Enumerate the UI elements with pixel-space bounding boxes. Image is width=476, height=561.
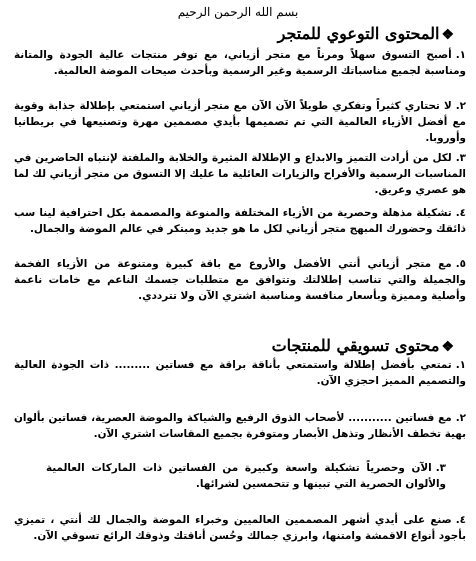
section-heading-text: المحتوى التوعوي للمتجر xyxy=(277,24,440,43)
item-number: ٥. xyxy=(455,258,466,270)
section-heading-awareness xyxy=(278,24,454,45)
item-text: لكل من أرادت التميز والابداع و الإطلالة المثيرة والخلابة والملفتة لإنتباه الحاضرين في المناسبات الرسمية والأفراح والزيارات العائلية ما عليك إلا التسوق من متجر أزياني لك لما هو عصري وعريق. xyxy=(14,152,466,196)
item-text: مع فساتين ........... لأصحاب الذوق الرفيع والشياكة والموضة العصرية، فساتين بألوان بهية تخطف الأنظار وتذهل الأبصار ومتوفرة بجميع المقاسات اشتري الآن. xyxy=(14,412,466,440)
list-item xyxy=(14,205,466,237)
list-item xyxy=(14,98,466,146)
list-item xyxy=(14,357,466,389)
item-number: ٢. xyxy=(455,412,466,424)
item-text: تشكيلة مذهلة وحصرية من الأزياء المختلفة والمنوعة والمصممة بكل احترافية لينا سب ذائقك وحضورك المبهج متجر أزياني لكل ما هو جديد ومبتكر في عالم الموضة والجمال. xyxy=(14,207,466,235)
list-item xyxy=(14,410,466,442)
diamond-bullet-icon: ❖ xyxy=(441,339,454,355)
item-text: أصبح التسوق سهلاً ومرناً مع متجر أزياني، مع توفر منتجات عالية الجودة والمتانة ومناسبة لجميع مناسباتك الرسمية وغير الرسمية وبأحدث صيحات الموضة العالمية. xyxy=(14,49,466,77)
list-item xyxy=(14,512,466,544)
item-number: ٣. xyxy=(435,462,446,474)
item-text: صنع على أيدي أشهر المصممين العالميين وخبراء الموضة والجمال لك أنتي ، تميزي بأجود أنواع الاقمشة وامتنها، وابرزي جمالك وحُسن أناقتك وذوقك الرائع تسوقي الآن. xyxy=(14,514,466,542)
item-text: لا تحتاري كثيراً وتفكري طويلاً الآن الآن مع متجر أزياني استمتعي بإطلالة جذابة وقوية مع أفضل الأزياء العالمية التي تم تصميمها بأيدي مصممين مهرة وتصنيعها في بريطانيا وأوروبا. xyxy=(14,100,466,144)
section-heading-marketing xyxy=(272,336,454,357)
basmala: بسم الله الرحمن الرحيم xyxy=(177,5,299,19)
list-item xyxy=(46,460,446,492)
item-number: ٢. xyxy=(455,100,466,112)
item-text: الآن وحصرياً تشكيلة واسعة وكبيرة من الفساتين ذات الماركات العالمية والألوان الحصرية التي تبينها و تتحمسين لشرائها. xyxy=(46,462,446,490)
item-text: تمتعي بأفضل إطلالة واستمتعي بأناقة براقة مع فساتين ......... ذات الجودة العالية والتصميم المميز احجزي الآن. xyxy=(14,359,466,387)
item-text: مع متجر أزياني أنتي الأفضل والأروع مع باقة كبيرة ومتنوعة من الأزياء الفخمة والجميلة والتي تناسب إطلالتك وتتوافق مع متطلبات جسمك الناعم مع خامات ناعمة وأصلية ومميزة وبأسعار منافسة ومناسبة اشتري الآن ولا تترددي. xyxy=(14,258,466,302)
item-number: ٤. xyxy=(455,514,466,526)
item-number: ١. xyxy=(455,49,466,61)
diamond-bullet-icon: ❖ xyxy=(441,27,454,43)
item-number: ٣. xyxy=(455,152,466,164)
list-item xyxy=(14,47,466,79)
list-item xyxy=(14,150,466,198)
item-number: ٤. xyxy=(455,207,466,219)
section-heading-text: محتوى تسويقي للمنتجات xyxy=(271,336,440,355)
list-item xyxy=(14,256,466,304)
item-number: ١. xyxy=(455,359,466,371)
